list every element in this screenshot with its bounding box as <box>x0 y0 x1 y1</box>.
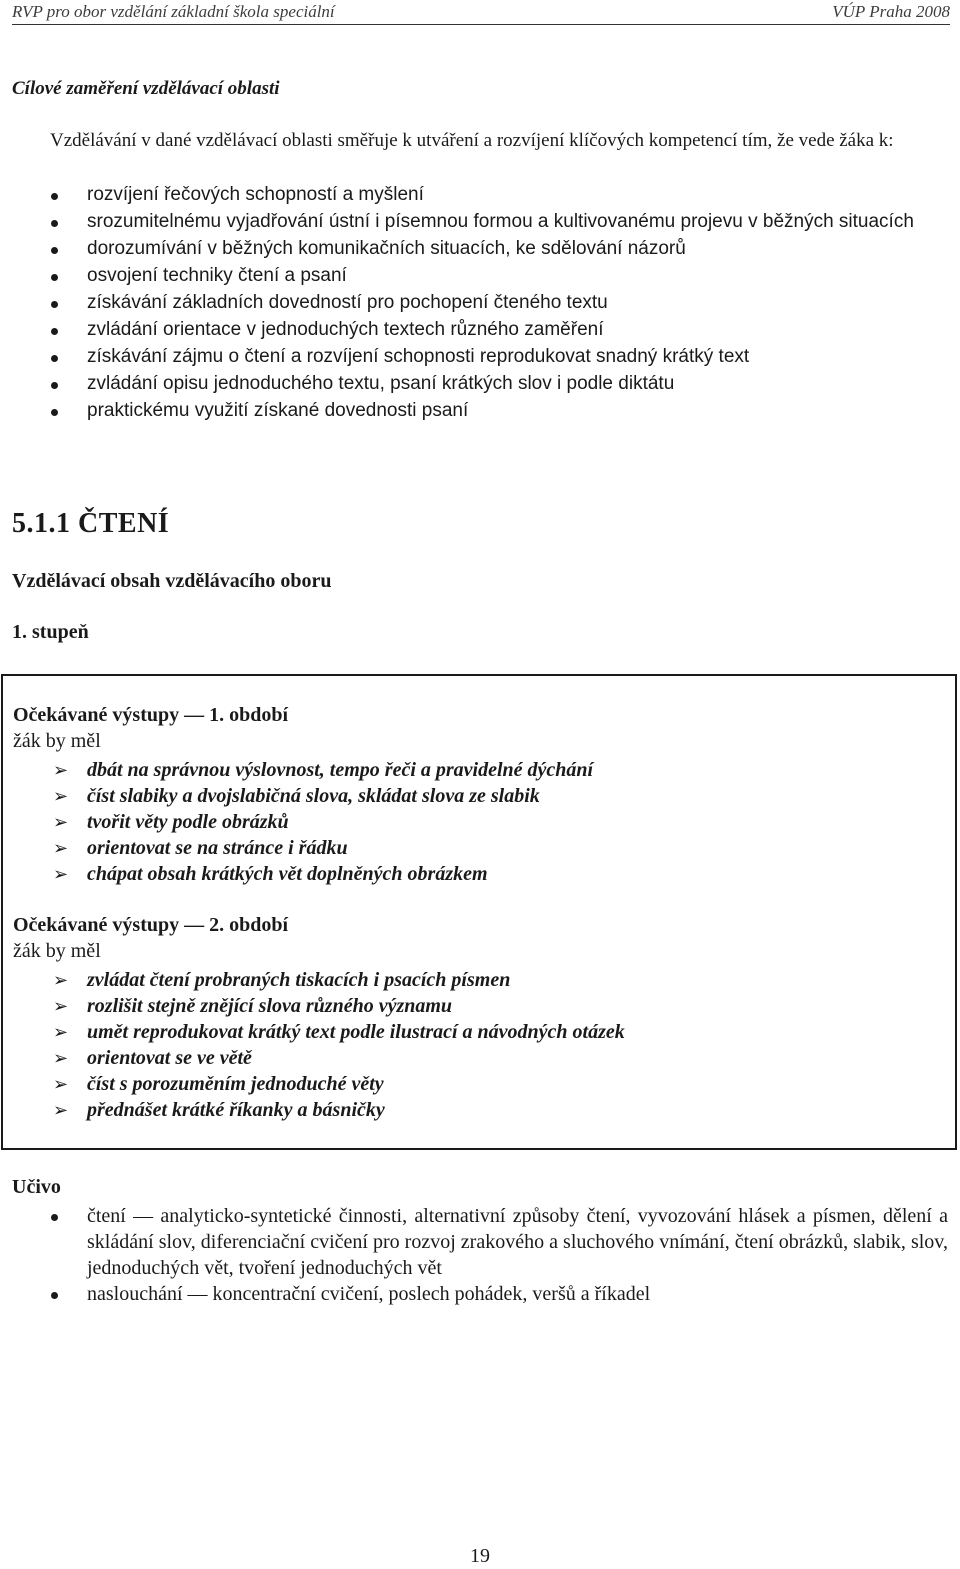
list-item: zvládání opisu jednoduchého textu, psaní krátkých slov i podle diktátu <box>0 370 960 397</box>
arrow-bullet-icon: ➢ <box>53 996 69 1016</box>
list-item: rozvíjení řečových schopností a myšlení <box>0 181 960 208</box>
bullet-icon <box>51 409 58 416</box>
ucivo-list <box>0 1203 960 1307</box>
arrow-bullet-icon: ➢ <box>53 760 69 780</box>
list-item: ➢ chápat obsah krátkých vět doplněných obrázkem <box>53 863 488 885</box>
arrow-bullet-icon: ➢ <box>53 1074 69 1094</box>
aim-heading: Cílové zaměření vzdělávací oblasti <box>12 78 280 99</box>
arrow-bullet-icon: ➢ <box>53 1100 69 1120</box>
content-heading: Vzdělávací obsah vzdělávacího oboru <box>12 570 332 592</box>
list-item: praktickému využití získané dovednosti psaní <box>0 397 960 424</box>
page-number: 19 <box>470 1545 490 1567</box>
list-item: ➢ přednášet krátké říkanky a básničky <box>53 1099 385 1121</box>
list-item: ➢ číst s porozuměním jednoduché věty <box>53 1073 384 1095</box>
bullet-icon <box>51 1214 58 1221</box>
period2-title: Očekávané výstupy — 2. období <box>13 914 289 936</box>
arrow-bullet-icon: ➢ <box>53 838 69 858</box>
arrow-bullet-icon: ➢ <box>53 1022 69 1042</box>
arrow-bullet-icon: ➢ <box>53 1048 69 1068</box>
period2-pupil-label: žák by měl <box>13 940 101 962</box>
period1-title: Očekávané výstupy — 1. období <box>13 704 289 726</box>
aim-list <box>0 181 960 424</box>
header-document-title: RVP pro obor vzdělání základní škola speciální <box>12 2 335 21</box>
arrow-bullet-icon: ➢ <box>53 864 69 884</box>
bullet-icon <box>51 355 58 362</box>
bullet-icon <box>51 274 58 281</box>
list-item: osvojení techniky čtení a psaní <box>0 262 960 289</box>
arrow-bullet-icon: ➢ <box>53 970 69 990</box>
level-heading: 1. stupeň <box>12 621 89 643</box>
list-item: srozumitelnému vyjadřování ústní i písemnou formou a kultivovanému projevu v běžných situacích <box>0 208 960 235</box>
list-item: získávání zájmu o čtení a rozvíjení schopnosti reprodukovat snadný krátký text <box>0 343 960 370</box>
list-item: ➢ číst slabiky a dvojslabičná slova, skládat slova ze slabik <box>53 785 540 807</box>
list-item: ➢ dbát na správnou výslovnost, tempo řeči a pravidelné dýchání <box>53 759 594 781</box>
list-item: ➢ tvořit věty podle obrázků <box>53 811 289 833</box>
page-header <box>12 2 950 25</box>
arrow-bullet-icon: ➢ <box>53 786 69 806</box>
list-item: ➢ orientovat se na stránce i řádku <box>53 837 348 859</box>
list-item: ➢ orientovat se ve větě <box>53 1047 252 1069</box>
list-item: čtení — analyticko-syntetické činnosti, alternativní způsoby čtení, vyvozování hlásek a písmen, dělení a skládání slov, diferenciační cvičení pro rozvoj zrakového a sluchového vnímání, čtení obrázků, slabik, slov, jednoduchých vět, tvoření jednoduchých vět <box>0 1203 960 1281</box>
bullet-icon <box>51 247 58 254</box>
section-title: 5.1.1 ČTENÍ <box>12 508 170 539</box>
list-item: získávání základních dovedností pro pochopení čteného textu <box>0 289 960 316</box>
list-item: ➢ zvládat čtení probraných tiskacích i psacích písmen <box>53 969 511 991</box>
list-item: ➢ rozlišit stejně znějící slova různého významu <box>53 995 453 1017</box>
bullet-icon <box>51 301 58 308</box>
list-item: naslouchání — koncentrační cvičení, poslech pohádek, veršů a říkadel <box>0 1281 960 1307</box>
header-publisher: VÚP Praha 2008 <box>832 2 950 21</box>
bullet-icon <box>51 382 58 389</box>
list-item: dorozumívání v běžných komunikačních situacích, ke sdělování názorů <box>0 235 960 262</box>
arrow-bullet-icon: ➢ <box>53 812 69 832</box>
expected-outputs-box <box>1 674 957 1150</box>
list-item: zvládání orientace v jednoduchých textech různého zaměření <box>0 316 960 343</box>
bullet-icon <box>51 1292 58 1299</box>
period1-list <box>3 757 943 887</box>
list-item: ➢ umět reprodukovat krátký text podle ilustrací a návodných otázek <box>53 1021 625 1043</box>
bullet-icon <box>51 328 58 335</box>
ucivo-heading: Učivo <box>12 1176 61 1198</box>
bullet-icon <box>51 193 58 200</box>
period1-pupil-label: žák by měl <box>13 730 101 752</box>
period2-list <box>3 967 943 1123</box>
intro-paragraph: Vzdělávání v dané vzdělávací oblasti směřuje k utváření a rozvíjení klíčových kompetencí tím, že vede žáka k: <box>50 130 894 151</box>
bullet-icon <box>51 220 58 227</box>
